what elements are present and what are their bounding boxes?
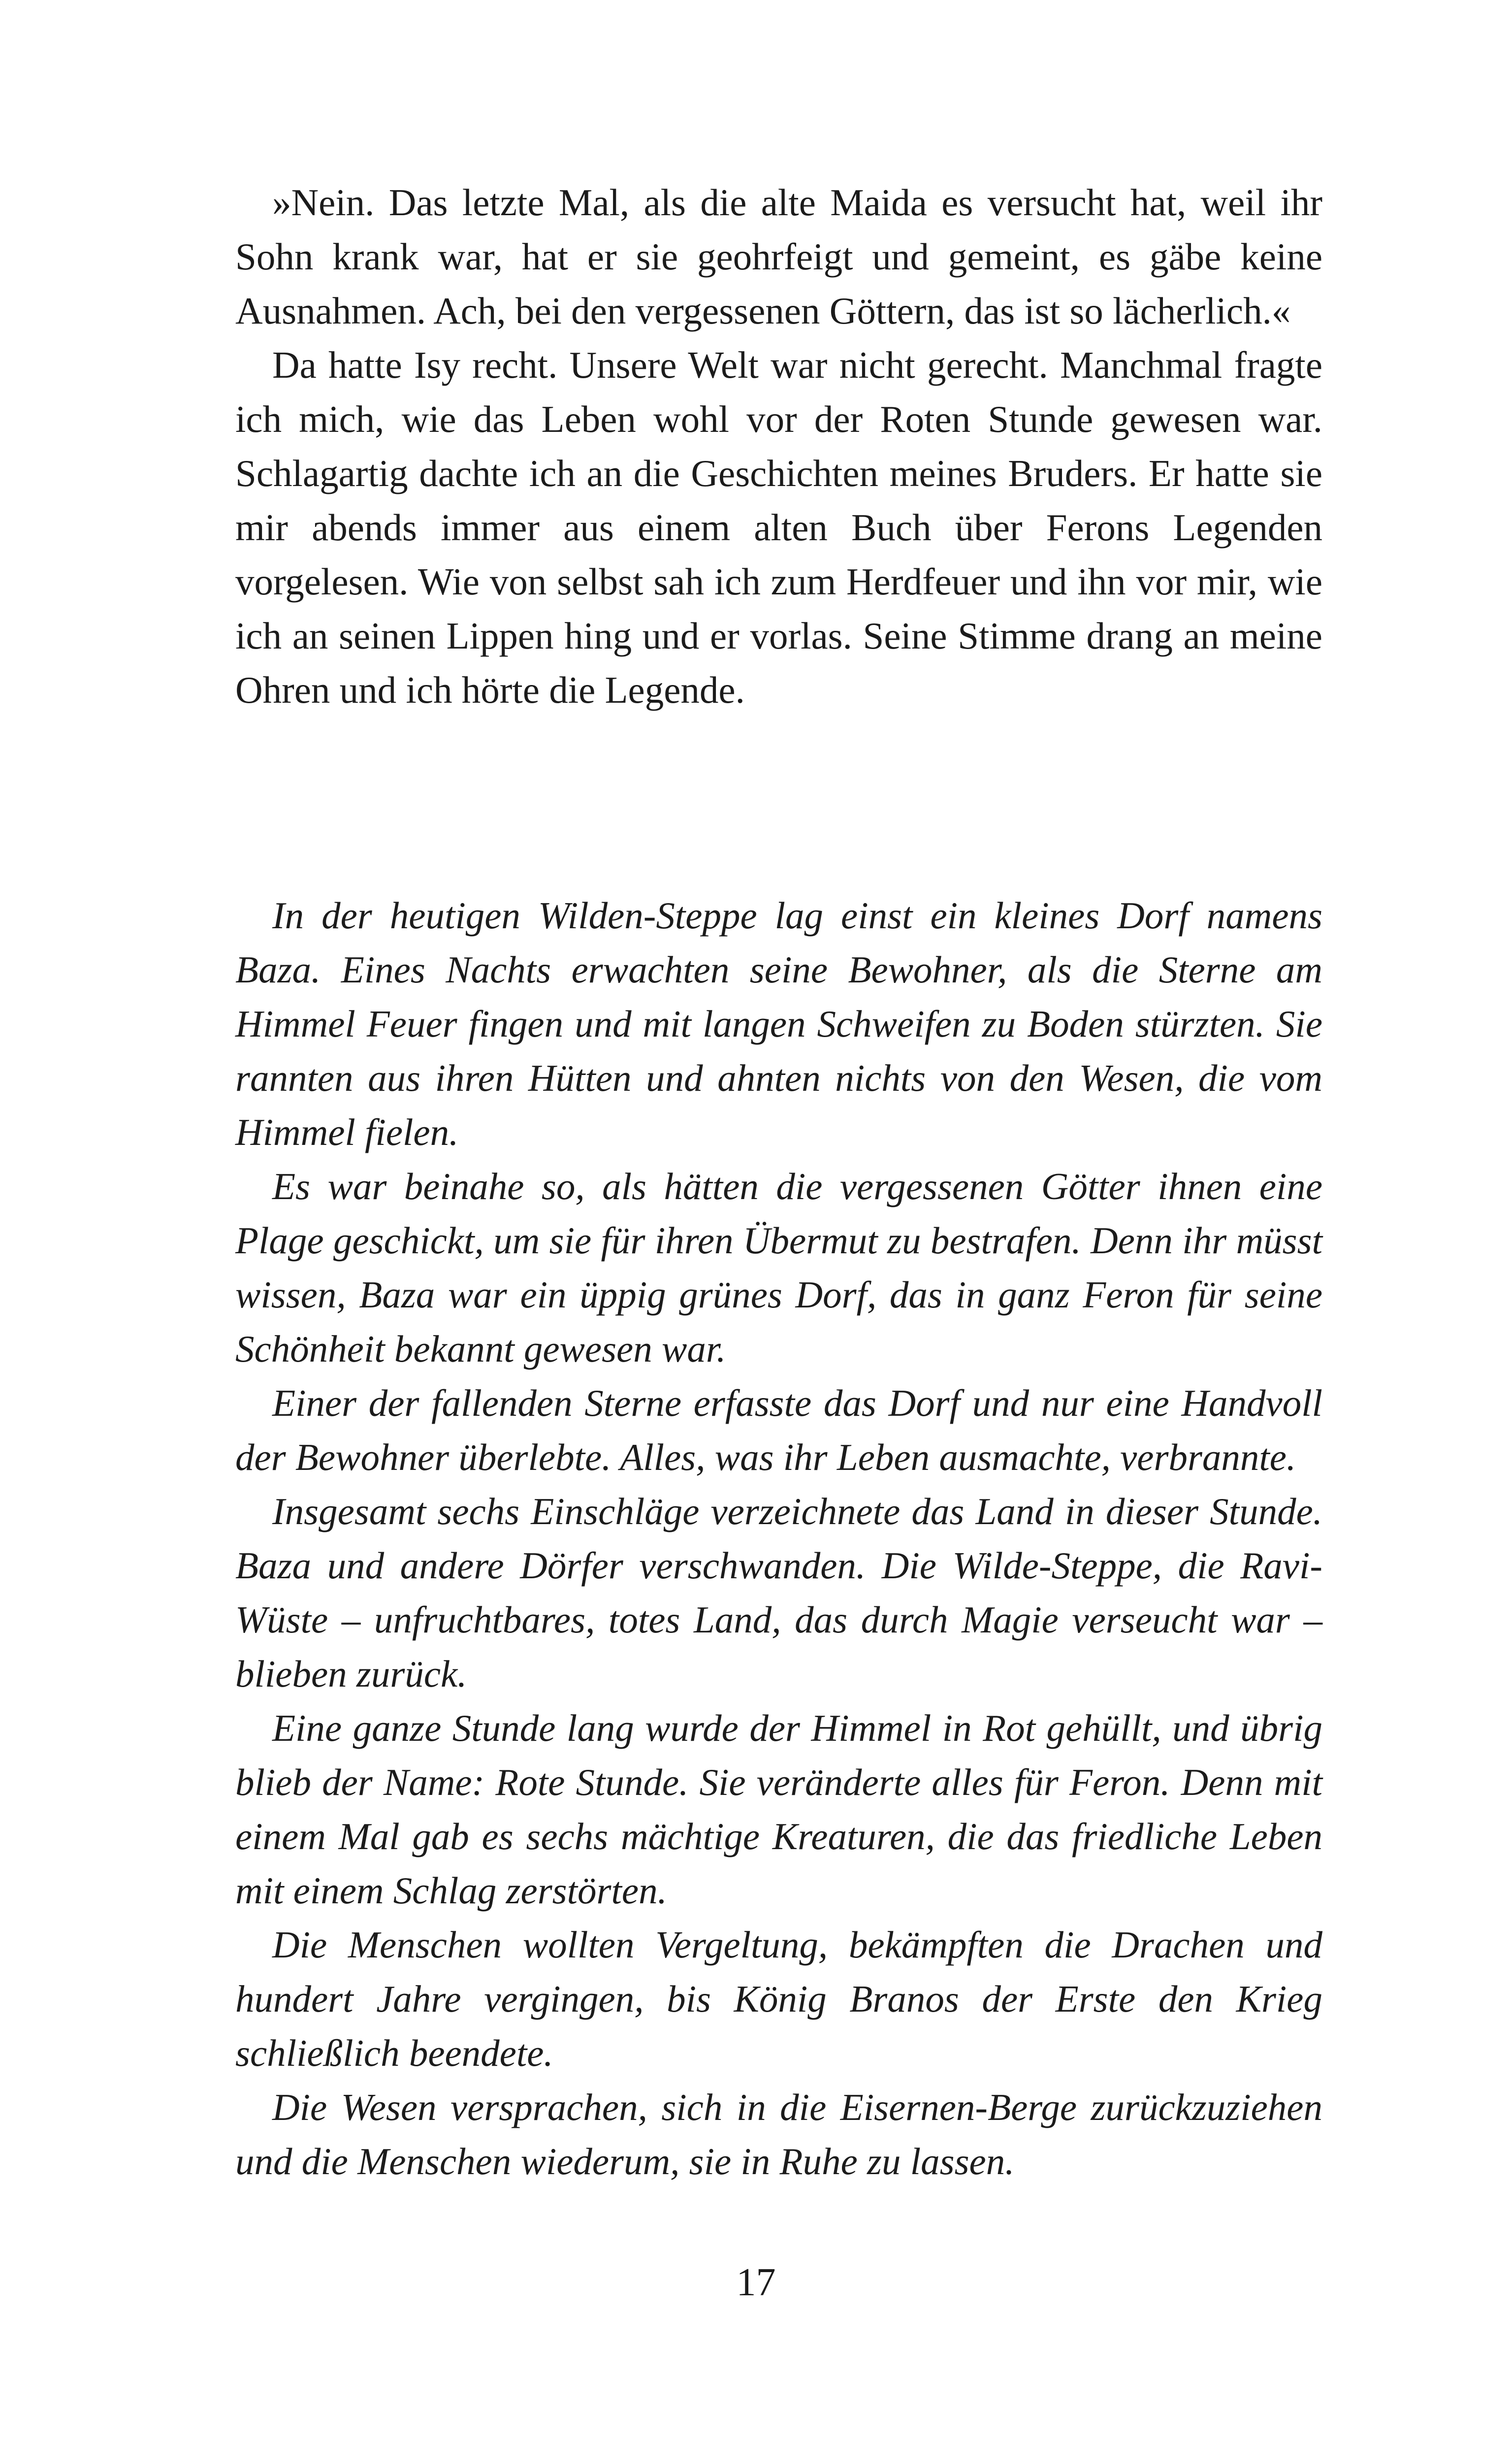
legend-text	[235, 888, 1322, 2188]
legend-paragraph-5: Eine ganze Stunde lang wurde der Himmel in Rot gehüllt, und übrig blieb der Name: Rote Stunde. Sie veränderte alles für Feron. Denn mit einem Mal gab es sechs mächtige Kreaturen, die das friedliche Leben mit einem Schlag zerstörten.	[235, 1707, 1322, 1912]
legend-paragraph-2: Es war beinahe so, als hätten die vergessenen Götter ihnen eine Plage geschickt, um sie für ihren Übermut zu bestrafen. Denn ihr müsst wissen, Baza war ein üppig grünes Dorf, das in ganz Feron für seine Schönheit bekannt gewesen war.	[235, 1165, 1322, 1370]
legend-paragraph-4: Insgesamt sechs Einschläge verzeichnete das Land in dieser Stunde. Baza und andere Dörfer verschwanden. Die Wilde-Steppe, die Ravi-Wüste – unfruchtbares, totes Land, das durch Magie verseucht war – blieben zurück.	[235, 1490, 1322, 1695]
narrative-paragraph-1: »Nein. Das letzte Mal, als die alte Maida es versucht hat, weil ihr Sohn krank war, hat er sie geohrfeigt und gemeint, es gäbe keine Ausnahmen. Ach, bei den vergessenen Göttern, das ist so lächerlich.«	[235, 181, 1322, 332]
page-number: 17	[736, 2261, 776, 2304]
narrative-paragraph-2: Da hatte Isy recht. Unsere Welt war nicht gerecht. Manchmal fragte ich mich, wie das Leben wohl vor der Roten Stunde gewesen war. Schlagartig dachte ich an die Geschichten meines Bruders. Er hatte sie mir abends immer aus einem alten Buch über Ferons Legenden vorgelesen. Wie von selbst sah ich zum Herdfeuer und ihn vor mir, wie ich an seinen Lippen hing und er vorlas. Seine Stimme drang an meine Ohren und ich hörte die Legende.	[235, 344, 1322, 711]
legend-paragraph-6: Die Menschen wollten Vergeltung, bekämpften die Drachen und hundert Jahre vergingen, bis König Branos der Erste den Krieg schließlich beendete.	[235, 1923, 1322, 2074]
legend-paragraph-3: Einer der fallenden Sterne erfasste das Dorf und nur eine Handvoll der Bewohner überlebte. Alles, was ihr Leben ausmachte, verbrannte.	[235, 1382, 1322, 1478]
legend-paragraph-1: In der heutigen Wilden-Steppe lag einst ein kleines Dorf namens Baza. Eines Nachts erwachten seine Bewohner, als die Sterne am Himmel Feuer fingen und mit langen Schweifen zu Boden stürzten. Sie rannten aus ihren Hütten und ahnten nichts von den Wesen, die vom Himmel fielen.	[235, 894, 1322, 1153]
narrative-text	[235, 175, 1322, 717]
legend-paragraph-7: Die Wesen versprachen, sich in die Eisernen-Berge zurückzuziehen und die Menschen wiederum, sie in Ruhe zu lassen.	[235, 2086, 1322, 2182]
